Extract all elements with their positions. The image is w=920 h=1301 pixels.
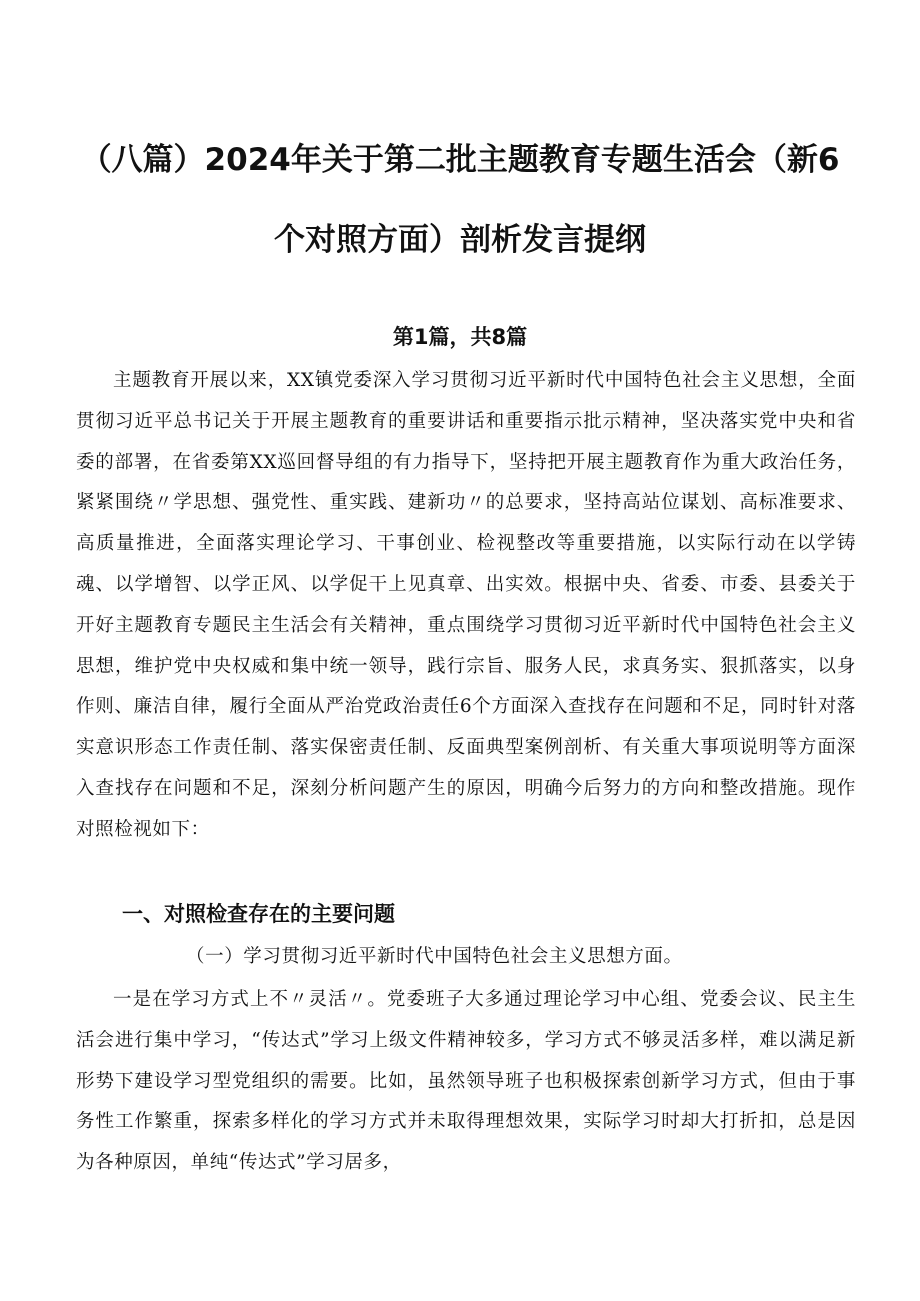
subsection-heading: （一）学习贯彻习近平新时代中国特色社会主义思想方面。: [186, 946, 683, 967]
part-label: 第1篇，共8篇: [392, 325, 528, 349]
body-paragraph: 一是在学习方式上不〃灵活〃。党委班子大多通过理论学习中心组、党委会议、民主生活会进行集中学习，“传达式”学习上级文件精神较多，学习方式不够灵活多样，难以满足新形势下建设学习型党组织的需要。比如，虽然领导班子也积极探索创新学习方式，但由于事务性工作繁重，探索多样化的学习方式并未取得理想效果，实际学习时却大打折扣，总是因为各种原因，单纯“传达式”学习居多，: [76, 989, 856, 1174]
intro-paragraph: 主题教育开展以来，XX镇党委深入学习贯彻习近平新时代中国特色社会主义思想，全面贯彻习近平总书记关于开展主题教育的重要讲话和重要指示批示精神，坚决落实党中央和省委的部署，在省委第XX巡回督导组的有力指导下，坚持把开展主题教育作为重大政治任务，紧紧围绕〃学思想、强党性、重实践、建新功〃的总要求，坚持高站位谋划、高标准要求、高质量推进，全面落实理论学习、干事创业、检视整改等重要措施，以实际行动在以学铸魂、以学增智、以学正风、以学促干上见真章、出实效。根据中央、省委、市委、县委关于开好主题教育专题民主生活会有关精神，重点围绕学习贯彻习近平新时代中国特色社会主义思想，维护党中央权威和集中统一领导，践行宗旨、服务人民，求真务实、狠抓落实，以身作则、廉洁自律，履行全面从严治党政治责任6个方面深入查找存在问题和不足，同时针对落实意识形态工作责任制、落实保密责任制、反面典型案例剖析、有关重大事项说明等方面深入查找存在问题和不足，深刻分析问题产生的原因，明确今后努力的方向和整改措施。现作对照检视如下：: [76, 370, 856, 840]
section-heading: 一、对照检查存在的主要问题: [122, 902, 395, 926]
document-title-line-2: 个对照方面）剖析发言提纲: [274, 222, 646, 258]
document-title-line-1: （八篇）2024年关于第二批主题教育专题生活会（新6: [80, 142, 840, 178]
